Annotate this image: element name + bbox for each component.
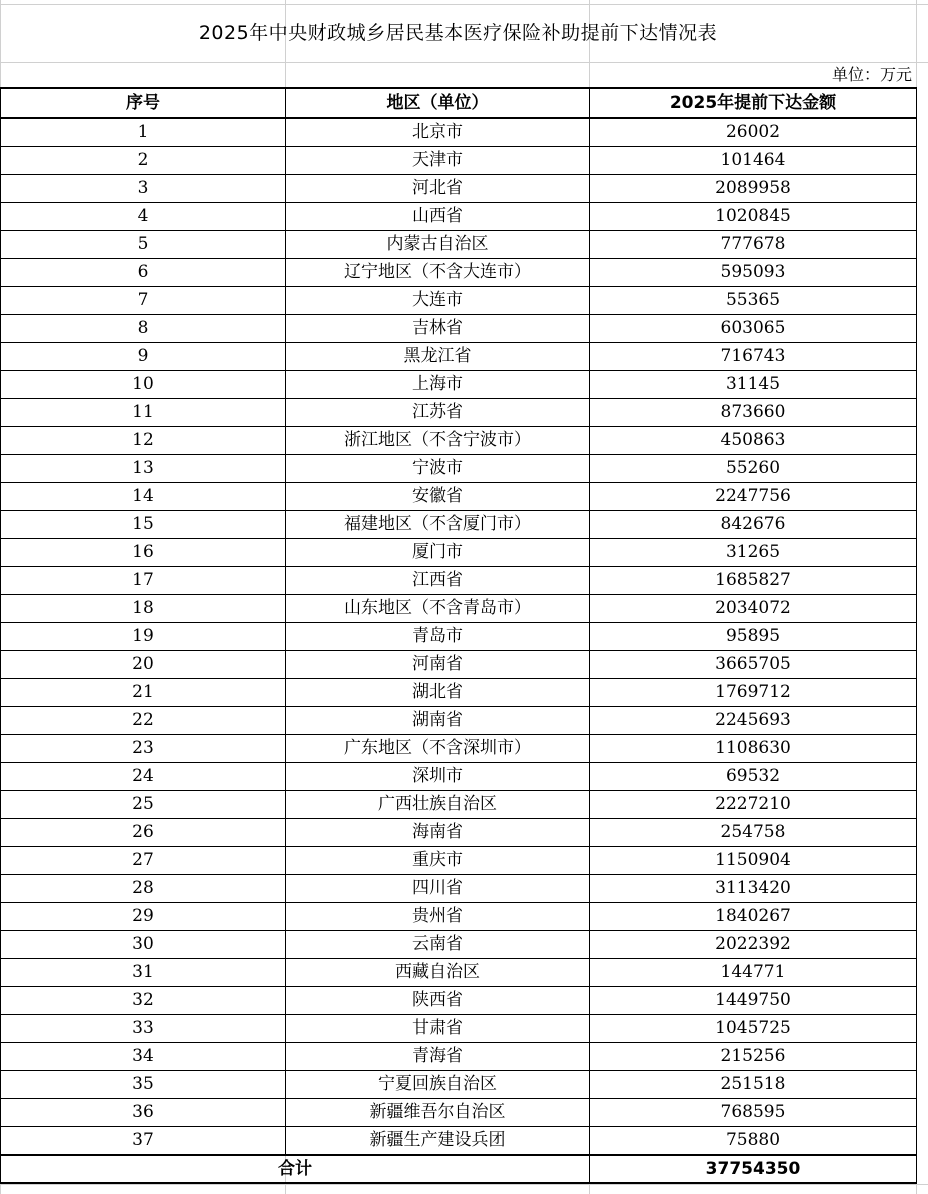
unit-label: 单位：万元 [831, 65, 912, 84]
serial-cell[interactable]: 13 [1, 455, 286, 483]
table-row [1, 791, 917, 819]
table-row [1, 1099, 917, 1127]
table-row [1, 343, 917, 371]
gridline [0, 1184, 928, 1185]
serial-cell[interactable]: 14 [1, 483, 286, 511]
serial-cell[interactable]: 31 [1, 959, 286, 987]
table-row [1, 259, 917, 287]
serial-cell[interactable]: 21 [1, 679, 286, 707]
table-row [1, 567, 917, 595]
amount-cell[interactable]: 101464 [590, 147, 917, 175]
region-cell[interactable]: 广西壮族自治区 [286, 791, 590, 819]
amount-cell[interactable]: 95895 [590, 623, 917, 651]
amount-cell[interactable]: 1108630 [590, 735, 917, 763]
region-cell[interactable]: 上海市 [286, 371, 590, 399]
table-row [1, 483, 917, 511]
table-row [1, 118, 917, 147]
region-cell[interactable]: 山西省 [286, 203, 590, 231]
region-cell[interactable]: 江西省 [286, 567, 590, 595]
region-cell[interactable]: 大连市 [286, 287, 590, 315]
header-serial[interactable]: 序号 [1, 88, 286, 118]
region-cell[interactable]: 海南省 [286, 819, 590, 847]
region-cell[interactable]: 西藏自治区 [286, 959, 590, 987]
amount-cell[interactable]: 603065 [590, 315, 917, 343]
table-row [1, 203, 917, 231]
amount-cell[interactable]: 1150904 [590, 847, 917, 875]
amount-cell[interactable]: 1685827 [590, 567, 917, 595]
amount-cell[interactable]: 1840267 [590, 903, 917, 931]
amount-cell[interactable]: 2227210 [590, 791, 917, 819]
region-cell[interactable]: 甘肃省 [286, 1015, 590, 1043]
amount-cell[interactable]: 1769712 [590, 679, 917, 707]
region-cell[interactable]: 宁夏回族自治区 [286, 1071, 590, 1099]
serial-cell[interactable]: 8 [1, 315, 286, 343]
serial-cell[interactable]: 10 [1, 371, 286, 399]
amount-cell[interactable]: 31265 [590, 539, 917, 567]
amount-cell[interactable]: 2089958 [590, 175, 917, 203]
region-cell[interactable]: 江苏省 [286, 399, 590, 427]
amount-cell[interactable]: 2034072 [590, 595, 917, 623]
region-cell[interactable]: 内蒙古自治区 [286, 231, 590, 259]
region-cell[interactable]: 吉林省 [286, 315, 590, 343]
table-row [1, 1071, 917, 1099]
table-row [1, 287, 917, 315]
region-cell[interactable]: 新疆生产建设兵团 [286, 1127, 590, 1156]
table-row [1, 595, 917, 623]
amount-cell[interactable]: 768595 [590, 1099, 917, 1127]
total-row [1, 1155, 917, 1183]
table-row [1, 735, 917, 763]
serial-cell[interactable]: 32 [1, 987, 286, 1015]
table-row [1, 511, 917, 539]
serial-cell[interactable]: 23 [1, 735, 286, 763]
table-row [1, 763, 917, 791]
amount-cell[interactable]: 254758 [590, 819, 917, 847]
serial-cell[interactable]: 18 [1, 595, 286, 623]
region-cell[interactable]: 陕西省 [286, 987, 590, 1015]
table-row [1, 679, 917, 707]
table-row [1, 231, 917, 259]
amount-cell[interactable]: 1045725 [590, 1015, 917, 1043]
table-row [1, 623, 917, 651]
serial-cell[interactable]: 36 [1, 1099, 286, 1127]
region-cell[interactable]: 青岛市 [286, 623, 590, 651]
total-amount[interactable]: 37754350 [590, 1155, 917, 1183]
table-row [1, 427, 917, 455]
table-row [1, 1015, 917, 1043]
serial-cell[interactable]: 6 [1, 259, 286, 287]
allocation-table [0, 87, 917, 1184]
amount-cell[interactable]: 595093 [590, 259, 917, 287]
serial-cell[interactable]: 3 [1, 175, 286, 203]
table-row [1, 315, 917, 343]
amount-cell[interactable]: 450863 [590, 427, 917, 455]
amount-cell[interactable]: 69532 [590, 763, 917, 791]
amount-cell[interactable]: 75880 [590, 1127, 917, 1156]
table-row [1, 539, 917, 567]
region-cell[interactable]: 黑龙江省 [286, 343, 590, 371]
serial-cell[interactable]: 35 [1, 1071, 286, 1099]
region-cell[interactable]: 北京市 [286, 118, 590, 147]
table-row [1, 651, 917, 679]
serial-cell[interactable]: 11 [1, 399, 286, 427]
amount-cell[interactable]: 3113420 [590, 875, 917, 903]
amount-cell[interactable]: 842676 [590, 511, 917, 539]
region-cell[interactable]: 重庆市 [286, 847, 590, 875]
header-amount[interactable]: 2025年提前下达金额 [590, 88, 917, 118]
region-cell[interactable]: 辽宁地区（不含大连市） [286, 259, 590, 287]
serial-cell[interactable]: 19 [1, 623, 286, 651]
serial-cell[interactable]: 26 [1, 819, 286, 847]
serial-cell[interactable]: 12 [1, 427, 286, 455]
serial-cell[interactable]: 33 [1, 1015, 286, 1043]
region-cell[interactable]: 福建地区（不含厦门市） [286, 511, 590, 539]
amount-cell[interactable]: 777678 [590, 231, 917, 259]
table-row [1, 959, 917, 987]
serial-cell[interactable]: 34 [1, 1043, 286, 1071]
amount-cell[interactable]: 2247756 [590, 483, 917, 511]
table-row [1, 175, 917, 203]
serial-cell[interactable]: 4 [1, 203, 286, 231]
amount-cell[interactable]: 2022392 [590, 931, 917, 959]
serial-cell[interactable]: 16 [1, 539, 286, 567]
serial-cell[interactable]: 28 [1, 875, 286, 903]
header-region[interactable]: 地区（单位） [286, 88, 590, 118]
serial-cell[interactable]: 5 [1, 231, 286, 259]
amount-cell[interactable]: 55365 [590, 287, 917, 315]
table-row [1, 455, 917, 483]
region-cell[interactable]: 四川省 [286, 875, 590, 903]
table-body [1, 118, 917, 1155]
table-row [1, 1043, 917, 1071]
serial-cell[interactable]: 22 [1, 707, 286, 735]
table-row [1, 847, 917, 875]
table-row [1, 399, 917, 427]
amount-cell[interactable]: 2245693 [590, 707, 917, 735]
amount-cell[interactable]: 26002 [590, 118, 917, 147]
serial-cell[interactable]: 9 [1, 343, 286, 371]
serial-cell[interactable]: 2 [1, 147, 286, 175]
table-row [1, 903, 917, 931]
amount-cell[interactable]: 251518 [590, 1071, 917, 1099]
region-cell[interactable]: 广东地区（不含深圳市） [286, 735, 590, 763]
serial-cell[interactable]: 17 [1, 567, 286, 595]
region-cell[interactable]: 云南省 [286, 931, 590, 959]
total-label[interactable]: 合计 [1, 1155, 590, 1183]
region-cell[interactable]: 宁波市 [286, 455, 590, 483]
region-cell[interactable]: 贵州省 [286, 903, 590, 931]
amount-cell[interactable]: 1020845 [590, 203, 917, 231]
amount-cell[interactable]: 55260 [590, 455, 917, 483]
table-row [1, 707, 917, 735]
region-cell[interactable]: 厦门市 [286, 539, 590, 567]
amount-cell[interactable]: 144771 [590, 959, 917, 987]
amount-cell[interactable]: 215256 [590, 1043, 917, 1071]
table-row [1, 931, 917, 959]
amount-cell[interactable]: 31145 [590, 371, 917, 399]
serial-cell[interactable]: 20 [1, 651, 286, 679]
region-cell[interactable]: 天津市 [286, 147, 590, 175]
region-cell[interactable]: 湖北省 [286, 679, 590, 707]
header-row [1, 88, 917, 118]
region-cell[interactable]: 新疆维吾尔自治区 [286, 1099, 590, 1127]
serial-cell[interactable]: 29 [1, 903, 286, 931]
table-row [1, 819, 917, 847]
amount-cell[interactable]: 716743 [590, 343, 917, 371]
region-cell[interactable]: 浙江地区（不含宁波市） [286, 427, 590, 455]
serial-cell[interactable]: 25 [1, 791, 286, 819]
table-row [1, 147, 917, 175]
region-cell[interactable]: 深圳市 [286, 763, 590, 791]
table-row [1, 371, 917, 399]
region-cell[interactable]: 安徽省 [286, 483, 590, 511]
serial-cell[interactable]: 15 [1, 511, 286, 539]
amount-cell[interactable]: 873660 [590, 399, 917, 427]
region-cell[interactable]: 河北省 [286, 175, 590, 203]
serial-cell[interactable]: 37 [1, 1127, 286, 1156]
amount-cell[interactable]: 3665705 [590, 651, 917, 679]
amount-cell[interactable]: 1449750 [590, 987, 917, 1015]
gridline [0, 62, 928, 63]
serial-cell[interactable]: 1 [1, 118, 286, 147]
serial-cell[interactable]: 7 [1, 287, 286, 315]
region-cell[interactable]: 河南省 [286, 651, 590, 679]
sheet-title: 2025年中央财政城乡居民基本医疗保险补助提前下达情况表 [198, 21, 718, 44]
region-cell[interactable]: 青海省 [286, 1043, 590, 1071]
region-cell[interactable]: 湖南省 [286, 707, 590, 735]
serial-cell[interactable]: 27 [1, 847, 286, 875]
region-cell[interactable]: 山东地区（不含青岛市） [286, 595, 590, 623]
serial-cell[interactable]: 24 [1, 763, 286, 791]
table-row [1, 875, 917, 903]
table-row [1, 1127, 917, 1156]
table-row [1, 987, 917, 1015]
serial-cell[interactable]: 30 [1, 931, 286, 959]
